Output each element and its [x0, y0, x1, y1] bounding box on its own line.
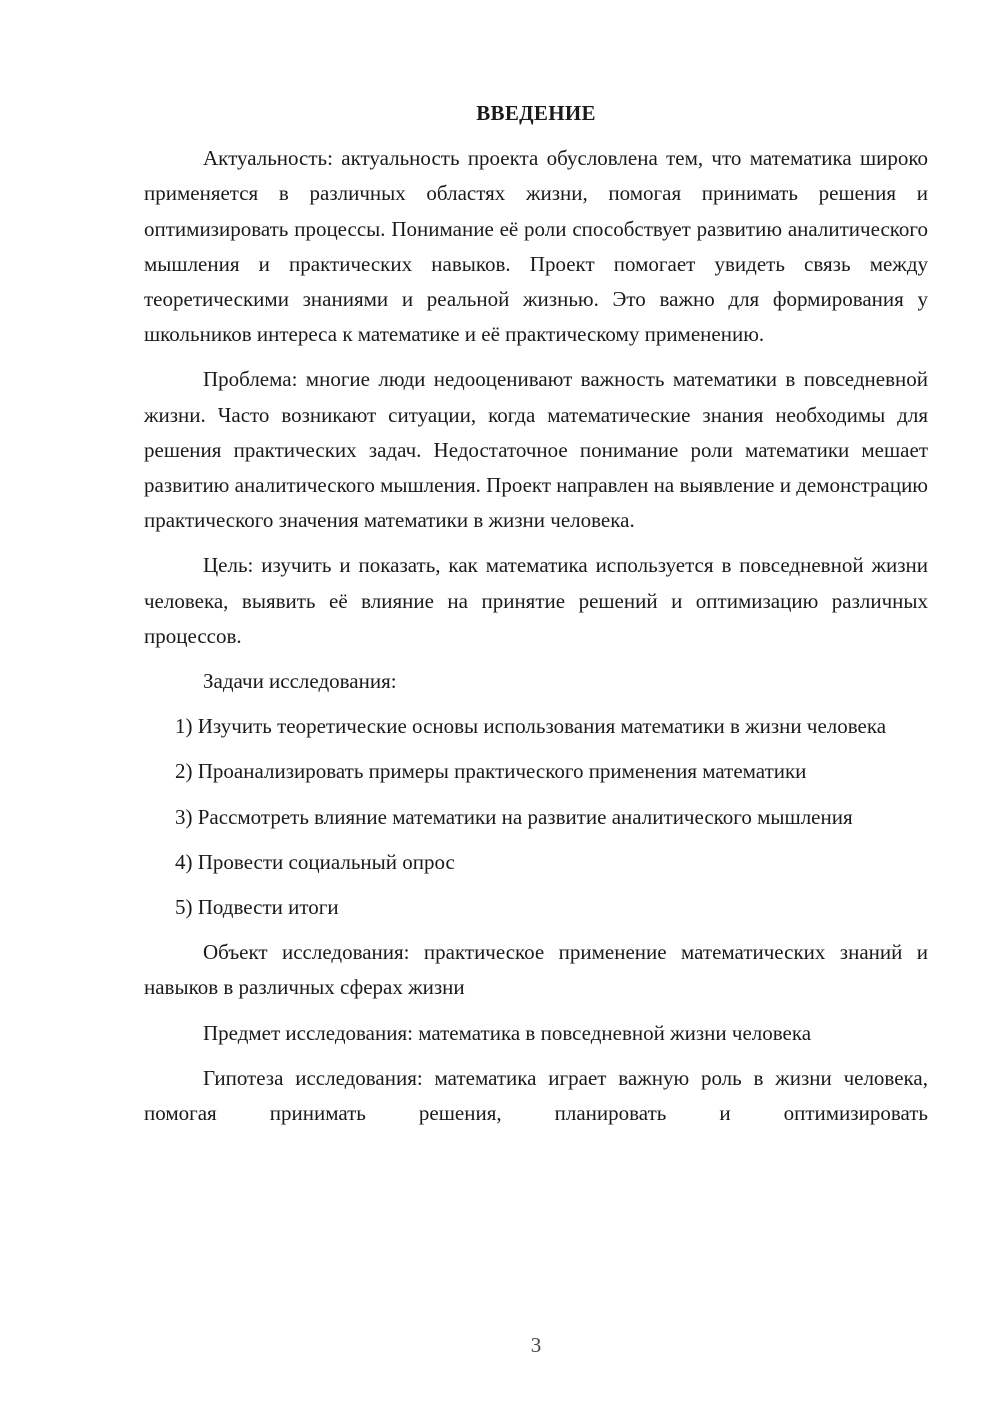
section-title: ВВЕДЕНИЕ: [476, 101, 596, 125]
tasks-heading: Задачи исследования:: [203, 669, 397, 694]
goal-paragraph: Цель: изучить и показать, как математика используется в повседневной жизни человека, выявить её влияние на принятие решений и оптимизацию различных процессов.: [144, 553, 928, 648]
task-item-3: 3) Рассмотреть влияние математики на развитие аналитического мышления: [175, 804, 853, 829]
hypothesis-paragraph: Гипотеза исследования: математика играет важную роль в жизни человека, помогая принимать решения, планировать и оптимизировать: [144, 1065, 928, 1126]
object-paragraph: Объект исследования: практическое применение математических знаний и навыков в различных сферах жизни: [144, 940, 928, 1000]
task-item-1: 1) Изучить теоретические основы использования математики в жизни человека: [175, 714, 887, 739]
document-page: [144, 96, 928, 1141]
task-item-4: 4) Провести социальный опрос: [175, 849, 455, 874]
task-item-5: 5) Подвести итоги: [175, 895, 339, 920]
problem-paragraph: Проблема: многие люди недооценивают важность математики в повседневной жизни. Часто возникают ситуации, когда математические знания необходимы для решения практических задач. Недостаточное понимание роли математики мешает развитию аналитического мышления. Проект направлен на выявление и демонстрацию практического значения математики в жизни человека.: [144, 367, 928, 533]
task-item-2: 2) Проанализировать примеры практического применения математики: [175, 759, 807, 784]
relevance-paragraph: Актуальность: актуальность проекта обусловлена тем, что математика широко применяется в различных областях жизни, помогая принимать решения и оптимизировать процессы. Понимание её роли способствует развитию аналитического мышления и практических навыков. Проект помогает увидеть связь между теоретическими знаниями и реальной жизнью. Это важно для формирования у школьников интереса к математике и её практическому применению.: [144, 146, 928, 347]
page-number: 3: [530, 1333, 542, 1357]
subject-paragraph: Предмет исследования: математика в повседневной жизни человека: [203, 1020, 812, 1045]
